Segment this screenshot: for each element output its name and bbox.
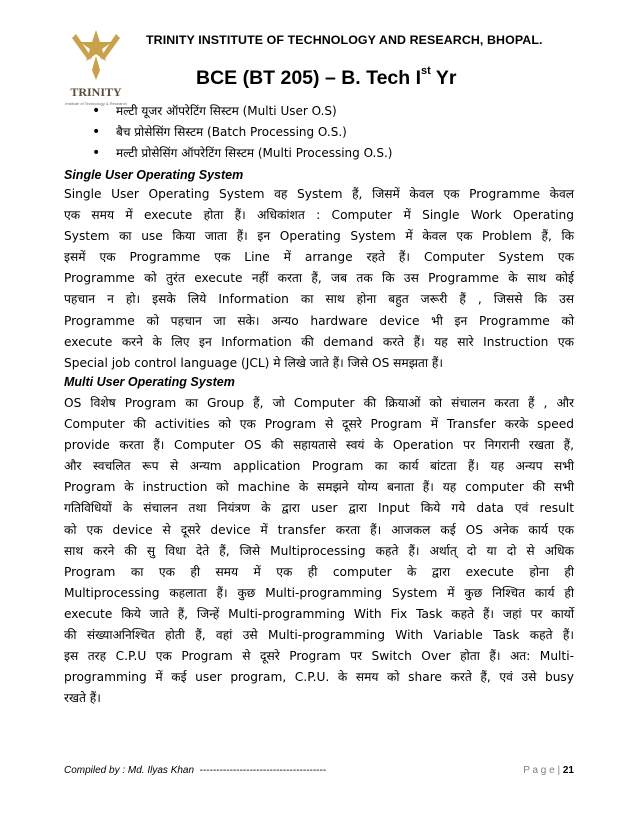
paragraph-line: गतिविधियों के संचालन तथा नियंत्रण के द्वारा user द्वारा Input किये गये data एवं result [64,501,574,516]
paragraph-line: execute करने के लिए इन Information की demand करते हैं। यह सारे Instruction एक [64,334,574,349]
section-heading-multi-user: Multi User Operating System [64,375,235,389]
paragraph-line: पहचान न हो। इसके लिये Information का साथ होना बहुत जरूरी हैं , जिससे कि उस [64,292,574,307]
paragraph-line: Special job control language (JCL) मे लिखे जाते हैं। जिसे OS समझता हैं। [64,355,443,370]
os-types-list [92,101,392,164]
bullet-item: • मल्टी यूजर ऑपरेटिंग सिस्टम (Multi User O.S) [92,101,392,122]
paragraph-line: इसमें एक Programme एक Line में arrange रहते हैं। Computer System एक [64,250,574,265]
paragraph-line: Computer की activities को एक Program से दूसरे Program में Transfer करके speed [64,417,574,432]
paragraph-line: execute किये जाते हैं, जिन्हें Multi-programming With Fix Task कहते हैं। जहां पर कार्यो [64,606,574,621]
paragraph-line: OS विशेष Program का Group हैं, जो Computer की क्रियाओं को संचालन करता हैं , और [64,396,574,410]
course-title [196,67,616,90]
paragraph-line: Multiprocessing कहलाता हैं। कुछ Multi-programming System में कुछ निश्चित कार्य ही [64,585,574,600]
svg-text:TRINITY: TRINITY [70,85,122,99]
paragraph-line: provide करता हैं। Computer OS की सहायतासे स्वयं के Operation पर निगरानी रखता हैं, [64,438,574,453]
course-title-main: BCE (BT 205) – B. Tech I [196,67,422,89]
page-label: P a g e | [523,765,561,776]
page-number-block [523,765,574,776]
paragraph-line: की संख्याअनिश्चित होती हैं, वहां उसे Multi-programming With Variable Task कहते हैं। [64,628,574,643]
paragraph-multi-user [64,393,574,709]
paragraph-line: Single User Operating System वह System हैं, जिसमें केवल एक Programme केवल [64,187,574,201]
paragraph-line: Program का एक ही समय में एक ही computer के द्वारा execute होना ही [64,564,574,579]
paragraph-single-user [64,184,574,374]
svg-text:Institute of Technology & Rese: Institute of Technology & Research [65,101,127,106]
paragraph-line: programming में कई user program, C.P.U. के समय को share करते हैं, एवं उसे busy [64,670,574,685]
paragraph-line: साथ करने की सु विधा देते हैं, जिसे Multiprocessing कहते हैं। अर्थात् दो या दो से अधिक [64,543,574,558]
paragraph-line: इस तरह C.P.U एक Program से दूसरे Program पर Switch Over होता हैं। अत: Multi- [64,649,574,664]
institute-title: TRINITY INSTITUTE OF TECHNOLOGY AND RESEARCH, BHOPAL. [146,33,543,47]
course-title-suffix: Yr [430,67,457,89]
section-heading-single-user: Single User Operating System [64,168,244,182]
compiled-by: Compiled by : Md. Ilyas Khan [64,765,195,776]
footer-credit [64,765,326,776]
bullet-item: • मल्टी प्रोसेसिंग ऑपरेटिंग सिस्टम (Multi Processing O.S.) [92,143,392,164]
footer-separator: -------------------------------------- [199,765,327,776]
paragraph-line: और स्वचलित रूप से अन्यm application Program का कार्य बांटता हैं। यह अन्यप सभी [64,459,574,474]
paragraph-line: Programme को तुरंत execute नहीं करता हैं, जब तक कि उस Programme के साथ कोई [64,271,574,286]
course-title-superscript: st [421,65,431,77]
paragraph-line: को एक device से दूसरे device में transfer करता हैं। आजकल कई OS अनेक कार्य एक [64,522,574,537]
paragraph-line: Program के instruction को machine के समझने योग्य बनाता हैं। यह computer की सभी [64,480,574,495]
paragraph-line: रखते हैं। [64,691,101,706]
paragraph-line: Programme को पहचान जा सके। अन्यo hardware device भी इन Programme को [64,313,574,328]
page-number: 21 [562,765,574,776]
paragraph-line: System का use किया जाता हैं। इन Operating System में केवल एक Problem हैं, कि [64,229,574,244]
paragraph-line: एक समय में execute होता हैं। अधिकांशत : Computer में Single Work Operating [64,208,574,223]
bullet-item: • बैच प्रोसेसिंग सिस्टम (Batch Processing O.S.) [92,122,392,143]
